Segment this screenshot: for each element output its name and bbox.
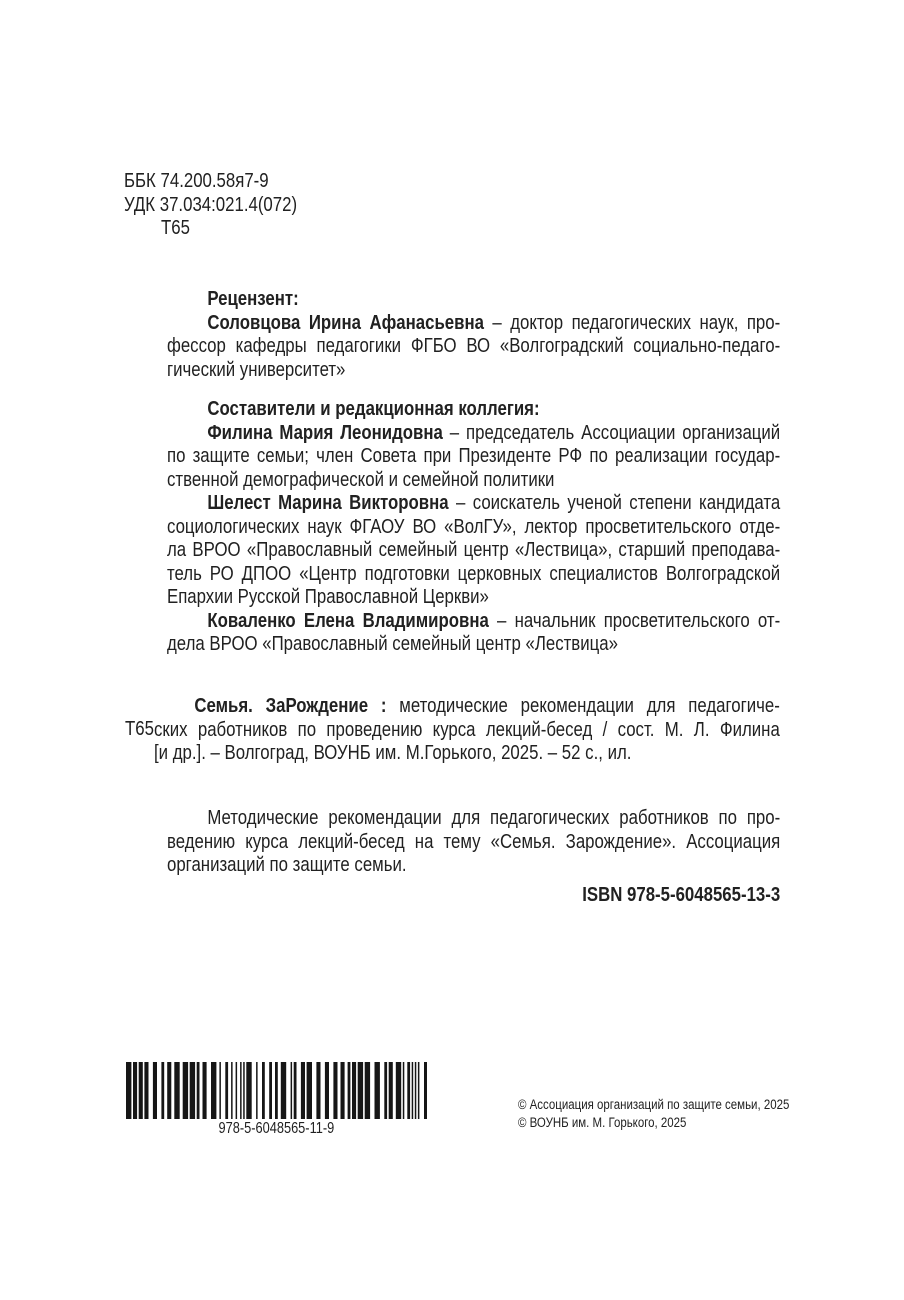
text-line: тель РО ДПОО «Центр подготовки церковных специалистов Волгоградской (167, 562, 781, 585)
compilers-block (167, 398, 780, 657)
barcode-label (125, 1120, 428, 1138)
annotation-block (167, 807, 780, 878)
text-line: Т65 (160, 217, 190, 239)
text-line: Соловцова Ирина Афанасьевна – доктор педагогических наук, про- (207, 311, 781, 334)
text-line: Методические рекомендации для педагогических работников по про- (207, 807, 781, 829)
copyright-block (518, 1096, 858, 1131)
text-line: по защите семьи; член Совета при Президенте РФ по реализации государ- (167, 445, 781, 467)
barcode (125, 1062, 428, 1119)
text-line: © ВОУНБ им. М. Горького, 2025 (518, 1114, 687, 1130)
catalog-entry (154, 695, 780, 766)
text-line: фессор кафедры педагогики ФГБО ВО «Волгоградский социально-педаго- (167, 335, 781, 357)
text-line: Составители и редакционная коллегия: (207, 398, 540, 420)
text-line: Епархии Русской Православной Церкви» (167, 586, 489, 608)
text-line: Коваленко Елена Владимировна – начальник просветительского от- (207, 609, 781, 632)
text-line: ских работников по проведению курса лекций-бесед / сост. М. Л. Филина (154, 718, 780, 741)
catalog-margin-code: Т65 (125, 718, 154, 740)
text-line: ведению курса лекций-бесед на тему «Семья. Зарождение». Ассоциация (167, 830, 781, 853)
text-line: УДК 37.034:021.4(072) (124, 193, 298, 216)
text-line: © Ассоциация организаций по защите семьи, 2025 (518, 1097, 790, 1112)
bbk-udk-code-block (124, 170, 544, 241)
text-line: Шелест Марина Викторовна – соискатель ученой степени кандидата (207, 492, 781, 514)
text-line: социологических наук ФГАОУ ВО «ВолГУ», лектор просветительского отде- (167, 515, 781, 538)
text-line: ственной демографической и семейной политики (167, 468, 555, 491)
reviewer-block (167, 288, 780, 382)
text-line: Семья. ЗаРождение : методические рекомендации для педагогиче- (194, 695, 780, 717)
text-line: ла ВРОО «Православный семейный центр «Лествица», старший преподава- (167, 539, 781, 561)
isbn-line: ISBN 978-5-6048565-13-3 (582, 884, 781, 906)
barcode-label-text: 978-5-6048565-11-9 (218, 1120, 335, 1137)
text-line: гический университет» (167, 358, 346, 381)
text-line: [и др.]. – Волгоград, ВОУНБ им. М.Горького, 2025. – 52 с., ил. (154, 742, 632, 764)
text-line: организаций по защите семьи. (167, 854, 407, 876)
text-line: ББК 74.200.58я7-9 (124, 170, 269, 192)
text-line: Рецензент: (207, 288, 299, 310)
text-line: дела ВРОО «Православный семейный центр «Лествица» (167, 633, 618, 655)
text-line: Филина Мария Леонидовна – председатель Ассоциации организаций (207, 421, 781, 444)
